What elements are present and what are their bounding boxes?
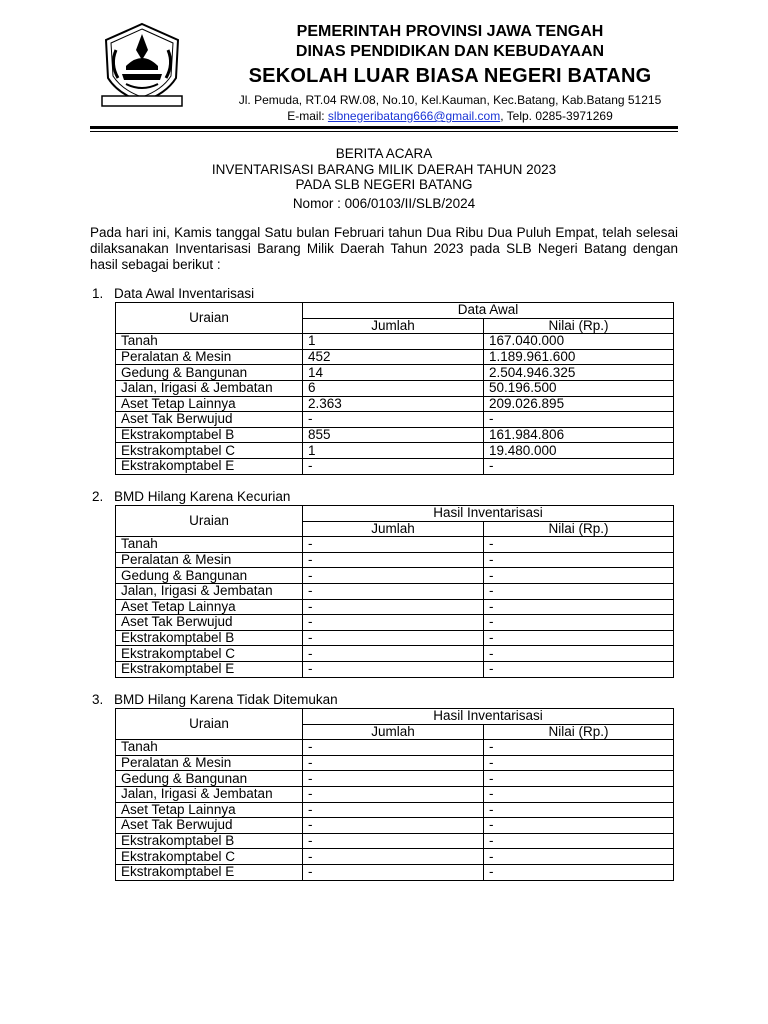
table-row xyxy=(116,552,674,568)
cell-nilai: - xyxy=(484,802,674,818)
table-row xyxy=(116,458,674,474)
col-group-header: Data Awal xyxy=(303,303,674,319)
section-2-heading xyxy=(92,489,290,505)
cell-jumlah: - xyxy=(303,552,484,568)
cell-uraian: Aset Tetap Lainnya xyxy=(116,396,303,412)
cell-nilai: - xyxy=(484,849,674,865)
cell-jumlah: - xyxy=(303,818,484,834)
cell-jumlah: - xyxy=(303,802,484,818)
cell-jumlah: - xyxy=(303,771,484,787)
cell-uraian: Ekstrakomptabel B xyxy=(116,833,303,849)
table-row xyxy=(116,864,674,880)
col-header-nilai: Nilai (Rp.) xyxy=(484,724,674,740)
cell-nilai: - xyxy=(484,771,674,787)
section-2-table xyxy=(115,505,674,678)
table-row xyxy=(116,583,674,599)
cell-jumlah: 452 xyxy=(303,349,484,365)
cell-uraian: Aset Tak Berwujud xyxy=(116,818,303,834)
cell-nilai: 19.480.000 xyxy=(484,443,674,459)
cell-uraian: Ekstrakomptabel B xyxy=(116,427,303,443)
cell-jumlah: - xyxy=(303,537,484,553)
table-row xyxy=(116,443,674,459)
table-row xyxy=(116,849,674,865)
cell-nilai: - xyxy=(484,818,674,834)
table-row xyxy=(116,365,674,381)
cell-nilai: - xyxy=(484,786,674,802)
cell-uraian: Aset Tak Berwujud xyxy=(116,615,303,631)
letterhead-school-name: SEKOLAH LUAR BIASA NEGERI BATANG xyxy=(248,65,652,87)
cell-nilai: - xyxy=(484,552,674,568)
cell-jumlah: - xyxy=(303,755,484,771)
table-row xyxy=(116,740,674,756)
col-header-nilai: Nilai (Rp.) xyxy=(484,521,674,537)
table-row xyxy=(116,786,674,802)
title-line-3: PADA SLB NEGERI BATANG xyxy=(295,177,473,192)
cell-nilai: 2.504.946.325 xyxy=(484,365,674,381)
province-emblem-icon xyxy=(96,20,188,112)
cell-uraian: Ekstrakomptabel E xyxy=(116,458,303,474)
cell-uraian: Jalan, Irigasi & Jembatan xyxy=(116,786,303,802)
cell-nilai: 167.040.000 xyxy=(484,334,674,350)
cell-nilai: - xyxy=(484,646,674,662)
cell-nilai: - xyxy=(484,661,674,677)
intro-paragraph: Pada hari ini, Kamis tanggal Satu bulan Februari tahun Dua Ribu Dua Puluh Empat, telah selesai dilaksanakan Inventarisasi Barang Milik Daerah Tahun 2023 pada SLB Negeri Batang dengan hasil sebagai berikut : xyxy=(90,225,678,272)
cell-nilai: 50.196.500 xyxy=(484,380,674,396)
cell-uraian: Aset Tetap Lainnya xyxy=(116,802,303,818)
cell-jumlah: - xyxy=(303,786,484,802)
cell-jumlah: - xyxy=(303,458,484,474)
email-prefix: E-mail: xyxy=(287,109,328,123)
cell-uraian: Tanah xyxy=(116,334,303,350)
section-1-table xyxy=(115,302,674,475)
table-body xyxy=(116,334,674,474)
section-number: 1. xyxy=(92,286,104,301)
table-row xyxy=(116,427,674,443)
cell-uraian: Aset Tak Berwujud xyxy=(116,412,303,428)
letterhead-contact xyxy=(200,108,700,124)
cell-uraian: Gedung & Bangunan xyxy=(116,771,303,787)
table-body xyxy=(116,740,674,880)
cell-uraian: Gedung & Bangunan xyxy=(116,568,303,584)
cell-uraian: Ekstrakomptabel E xyxy=(116,661,303,677)
cell-nilai: 1.189.961.600 xyxy=(484,349,674,365)
section-number: 3. xyxy=(92,692,104,707)
cell-jumlah: - xyxy=(303,568,484,584)
table-row xyxy=(116,599,674,615)
cell-uraian: Ekstrakomptabel C xyxy=(116,443,303,459)
cell-jumlah: 855 xyxy=(303,427,484,443)
table-row xyxy=(116,818,674,834)
cell-jumlah: - xyxy=(303,833,484,849)
cell-nilai: - xyxy=(484,630,674,646)
letterhead xyxy=(200,22,700,124)
email-link[interactable]: slbnegeribatang666@gmail.com xyxy=(327,109,501,123)
letterhead-government: PEMERINTAH PROVINSI JAWA TENGAH xyxy=(296,23,604,40)
cell-nilai: - xyxy=(484,568,674,584)
cell-nilai: 209.026.895 xyxy=(484,396,674,412)
col-group-header: Hasil Inventarisasi xyxy=(303,506,674,522)
cell-uraian: Jalan, Irigasi & Jembatan xyxy=(116,583,303,599)
cell-nilai: - xyxy=(484,599,674,615)
cell-jumlah: - xyxy=(303,615,484,631)
col-header-jumlah: Jumlah xyxy=(303,724,484,740)
table-row xyxy=(116,349,674,365)
letterhead-address: Jl. Pemuda, RT.04 RW.08, No.10, Kel.Kauman, Kec.Batang, Kab.Batang 51215 xyxy=(238,93,662,107)
cell-jumlah: - xyxy=(303,583,484,599)
cell-nilai: - xyxy=(484,740,674,756)
cell-nilai: - xyxy=(484,833,674,849)
title-line-1: BERITA ACARA xyxy=(335,146,433,161)
phone-text: , Telp. 0285-3971269 xyxy=(500,109,613,123)
cell-uraian: Peralatan & Mesin xyxy=(116,552,303,568)
cell-jumlah: - xyxy=(303,864,484,880)
cell-nilai: - xyxy=(484,537,674,553)
table-row xyxy=(116,334,674,350)
col-header-nilai: Nilai (Rp.) xyxy=(484,318,674,334)
cell-jumlah: - xyxy=(303,412,484,428)
document-title xyxy=(90,146,678,193)
cell-uraian: Tanah xyxy=(116,740,303,756)
cell-nilai: - xyxy=(484,615,674,631)
section-3-heading xyxy=(92,692,338,708)
table-row xyxy=(116,661,674,677)
section-title: BMD Hilang Karena Tidak Ditemukan xyxy=(114,692,338,707)
cell-jumlah: - xyxy=(303,646,484,662)
cell-nilai: - xyxy=(484,864,674,880)
table-row xyxy=(116,380,674,396)
table-row xyxy=(116,537,674,553)
cell-jumlah: 6 xyxy=(303,380,484,396)
cell-jumlah: - xyxy=(303,849,484,865)
cell-uraian: Gedung & Bangunan xyxy=(116,365,303,381)
cell-uraian: Ekstrakomptabel E xyxy=(116,864,303,880)
cell-uraian: Tanah xyxy=(116,537,303,553)
cell-jumlah: - xyxy=(303,599,484,615)
cell-uraian: Ekstrakomptabel C xyxy=(116,646,303,662)
cell-uraian: Ekstrakomptabel C xyxy=(116,849,303,865)
cell-jumlah: - xyxy=(303,630,484,646)
cell-nilai: 161.984.806 xyxy=(484,427,674,443)
table-row xyxy=(116,615,674,631)
cell-jumlah: 1 xyxy=(303,334,484,350)
cell-jumlah: 1 xyxy=(303,443,484,459)
section-number: 2. xyxy=(92,489,104,504)
section-3-table xyxy=(115,708,674,881)
table-row xyxy=(116,771,674,787)
table-row xyxy=(116,396,674,412)
col-header-uraian: Uraian xyxy=(116,303,303,334)
cell-jumlah: 14 xyxy=(303,365,484,381)
letterhead-divider-thin xyxy=(90,131,678,132)
table-row xyxy=(116,568,674,584)
table-row xyxy=(116,833,674,849)
table-body xyxy=(116,537,674,677)
col-header-uraian: Uraian xyxy=(116,709,303,740)
section-1-heading xyxy=(92,286,254,302)
col-header-jumlah: Jumlah xyxy=(303,521,484,537)
section-title: BMD Hilang Karena Kecurian xyxy=(114,489,291,504)
cell-uraian: Peralatan & Mesin xyxy=(116,755,303,771)
cell-jumlah: - xyxy=(303,740,484,756)
letterhead-department: DINAS PENDIDIKAN DAN KEBUDAYAAN xyxy=(295,43,605,60)
table-row xyxy=(116,802,674,818)
cell-nilai: - xyxy=(484,755,674,771)
cell-jumlah: - xyxy=(303,661,484,677)
cell-nilai: - xyxy=(484,412,674,428)
cell-jumlah: 2.363 xyxy=(303,396,484,412)
col-group-header: Hasil Inventarisasi xyxy=(303,709,674,725)
table-row xyxy=(116,755,674,771)
cell-uraian: Jalan, Irigasi & Jembatan xyxy=(116,380,303,396)
cell-uraian: Ekstrakomptabel B xyxy=(116,630,303,646)
cell-nilai: - xyxy=(484,583,674,599)
title-line-2: INVENTARISASI BARANG MILIK DAERAH TAHUN 2023 xyxy=(211,161,557,177)
cell-nilai: - xyxy=(484,458,674,474)
letterhead-divider-thick xyxy=(90,126,678,129)
col-header-uraian: Uraian xyxy=(116,506,303,537)
section-title: Data Awal Inventarisasi xyxy=(114,286,255,301)
table-row xyxy=(116,412,674,428)
table-row xyxy=(116,646,674,662)
cell-uraian: Peralatan & Mesin xyxy=(116,349,303,365)
document-number: Nomor : 006/0103/II/SLB/2024 xyxy=(292,196,476,211)
table-row xyxy=(116,630,674,646)
cell-uraian: Aset Tetap Lainnya xyxy=(116,599,303,615)
col-header-jumlah: Jumlah xyxy=(303,318,484,334)
